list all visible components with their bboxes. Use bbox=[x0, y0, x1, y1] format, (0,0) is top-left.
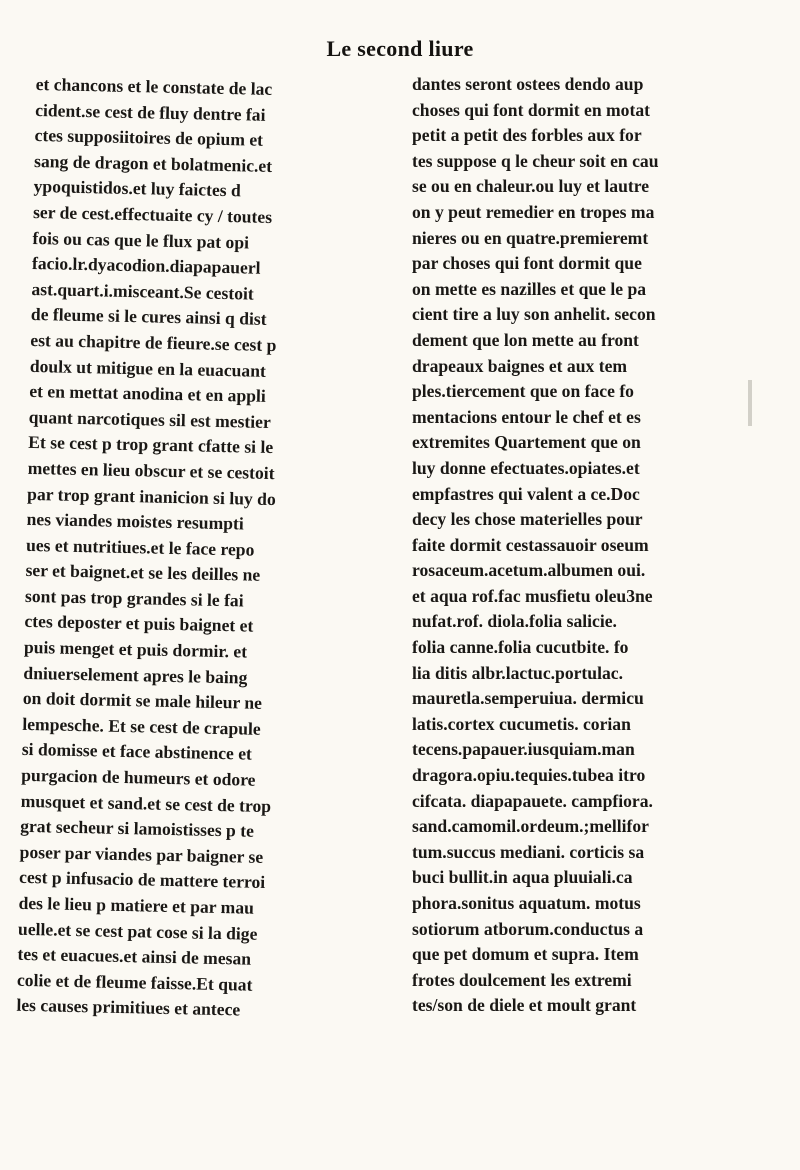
text-line: on mette es nazilles et que le pa bbox=[412, 278, 647, 299]
text-line: tes/son de diele et moult grant bbox=[412, 995, 637, 1016]
text-line: doulx ut mitigue en la euacuant bbox=[29, 355, 267, 381]
text-line: si domisse et face abstinence et bbox=[21, 739, 253, 765]
text-line: et en mettat anodina et en appli bbox=[29, 381, 267, 407]
text-line: rosaceum.acetum.albumen oui. bbox=[412, 560, 646, 581]
text-line: se ou en chaleur.ou luy et lautre bbox=[412, 176, 650, 197]
text-line: folia canne.folia cucutbite. fo bbox=[412, 637, 629, 658]
text-line: et chancons et le constate de lac bbox=[35, 73, 273, 99]
text-line: nufat.rof. diola.folia salicie. bbox=[412, 611, 617, 632]
right-text-column bbox=[412, 72, 790, 1019]
text-line: ues et nutritiues.et le face repo bbox=[25, 534, 255, 560]
text-line: dniuerselement apres le baing bbox=[23, 662, 248, 688]
text-line: des le lieu p matiere et par mau bbox=[18, 892, 255, 918]
text-line: dantes seront ostees dendo aup bbox=[412, 74, 644, 94]
text-line: tes et euacues.et ainsi de mesan bbox=[17, 943, 252, 969]
text-line: ser et baignet.et se les deilles ne bbox=[25, 560, 261, 586]
text-line: mauretla.semperuiua. dermicu bbox=[412, 688, 644, 709]
text-line: nieres ou en quatre.premieremt bbox=[412, 227, 649, 248]
text-line: lempesche. Et se cest de crapule bbox=[22, 713, 261, 739]
text-line: nes viandes moistes resumpti bbox=[26, 508, 244, 534]
text-line: quant narcotiques sil est mestier bbox=[28, 406, 272, 432]
text-line: cident.se cest de fluy dentre fai bbox=[35, 99, 266, 125]
text-line: faite dormit cestassauoir oseum bbox=[412, 534, 649, 555]
text-line: que pet domum et supra. Item bbox=[412, 944, 639, 965]
text-line: ctes supposiitoires de opium et bbox=[34, 125, 264, 150]
text-line: extremites Quartement que on bbox=[412, 432, 641, 453]
left-text-column bbox=[16, 72, 404, 1026]
text-line: sotiorum atborum.conductus a bbox=[412, 918, 644, 939]
text-line: musquet et sand.et se cest de trop bbox=[20, 790, 272, 816]
text-line: choses qui font dormit en motat bbox=[412, 99, 650, 120]
text-line: sont pas trop grandes si le fai bbox=[24, 585, 244, 611]
text-line: phora.sonitus aquatum. motus bbox=[412, 893, 641, 913]
text-line: frotes doulcement les extremi bbox=[412, 969, 632, 990]
text-line: sand.camomil.ordeum.;mellifor bbox=[412, 816, 649, 837]
text-line: on doit dormit se male hileur ne bbox=[22, 688, 263, 714]
text-line: ast.quart.i.misceant.Se cestoit bbox=[31, 278, 254, 304]
text-line: par choses qui font dormit que bbox=[412, 253, 642, 274]
text-line: puis menget et puis dormir. et bbox=[23, 636, 248, 662]
text-line: tum.succus mediani. corticis sa bbox=[412, 841, 645, 862]
text-line: uelle.et se cest pat cose si la dige bbox=[17, 918, 258, 944]
text-line: de fleume si le cures ainsi q dist bbox=[30, 304, 267, 330]
ink-smudge bbox=[748, 380, 752, 426]
text-line: on y peut remedier en tropes ma bbox=[412, 201, 655, 222]
text-line: dragora.opiu.tequies.tubea itro bbox=[412, 765, 646, 786]
text-line: poser par viandes par baigner se bbox=[19, 841, 264, 867]
text-line: sang de dragon et bolatmenic.et bbox=[33, 150, 273, 176]
text-line: ser de cest.effectuaite cy / toutes bbox=[32, 201, 273, 227]
text-line: drapeaux baignes et aux tem bbox=[412, 355, 628, 376]
text-line: ples.tiercement que on face fo bbox=[412, 381, 634, 402]
text-line: cest p infusacio de mattere terroi bbox=[18, 867, 266, 893]
text-line: grat secheur si lamoistisses p te bbox=[19, 816, 255, 841]
text-line: luy donne efectuates.opiates.et bbox=[412, 457, 640, 478]
text-line: facio.lr.dyacodion.diapapauerl bbox=[31, 253, 261, 278]
text-line: est au chapitre de fieure.se cest p bbox=[30, 329, 277, 356]
text-line: purgacion de humeurs et odore bbox=[21, 764, 256, 790]
text-line: cient tire a luy son anhelit. secon bbox=[412, 304, 656, 325]
text-line: mentacions entour le chef et es bbox=[412, 406, 641, 427]
text-line: fois ou cas que le flux pat opi bbox=[32, 227, 250, 253]
text-line: tes suppose q le cheur soit en cau bbox=[412, 150, 659, 171]
text-line: lia ditis albr.lactuc.portulac. bbox=[412, 662, 623, 683]
text-line: buci bullit.in aqua pluuiali.ca bbox=[412, 867, 633, 888]
text-line: empfastres qui valent a ce.Doc bbox=[412, 483, 640, 504]
text-line: ypoquistidos.et luy faictes d bbox=[33, 176, 242, 201]
text-line: tecens.papauer.iusquiam.man bbox=[412, 739, 635, 760]
text-line: les causes primitiues et antece bbox=[16, 995, 241, 1020]
text-line: latis.cortex cucumetis. corian bbox=[412, 713, 631, 734]
text-line: colie et de fleume faisse.Et quat bbox=[16, 969, 253, 995]
text-line: ctes deposter et puis baignet et bbox=[24, 611, 254, 637]
text-line: et aqua rof.fac musfietu oleu3ne bbox=[412, 585, 653, 606]
text-line: Et se cest p trop grant cfatte si le bbox=[28, 432, 274, 458]
text-line: petit a petit des forbles aux for bbox=[412, 125, 642, 146]
text-line: mettes en lieu obscur et se cestoit bbox=[27, 457, 275, 483]
text-line: par trop grant inanicion si luy do bbox=[26, 483, 276, 509]
text-line: dement que lon mette au front bbox=[412, 329, 639, 350]
running-head: Le second liure bbox=[326, 36, 474, 61]
text-line: cifcata. diapapauete. campfiora. bbox=[412, 790, 653, 811]
text-line: decy les chose materielles pour bbox=[412, 509, 643, 530]
